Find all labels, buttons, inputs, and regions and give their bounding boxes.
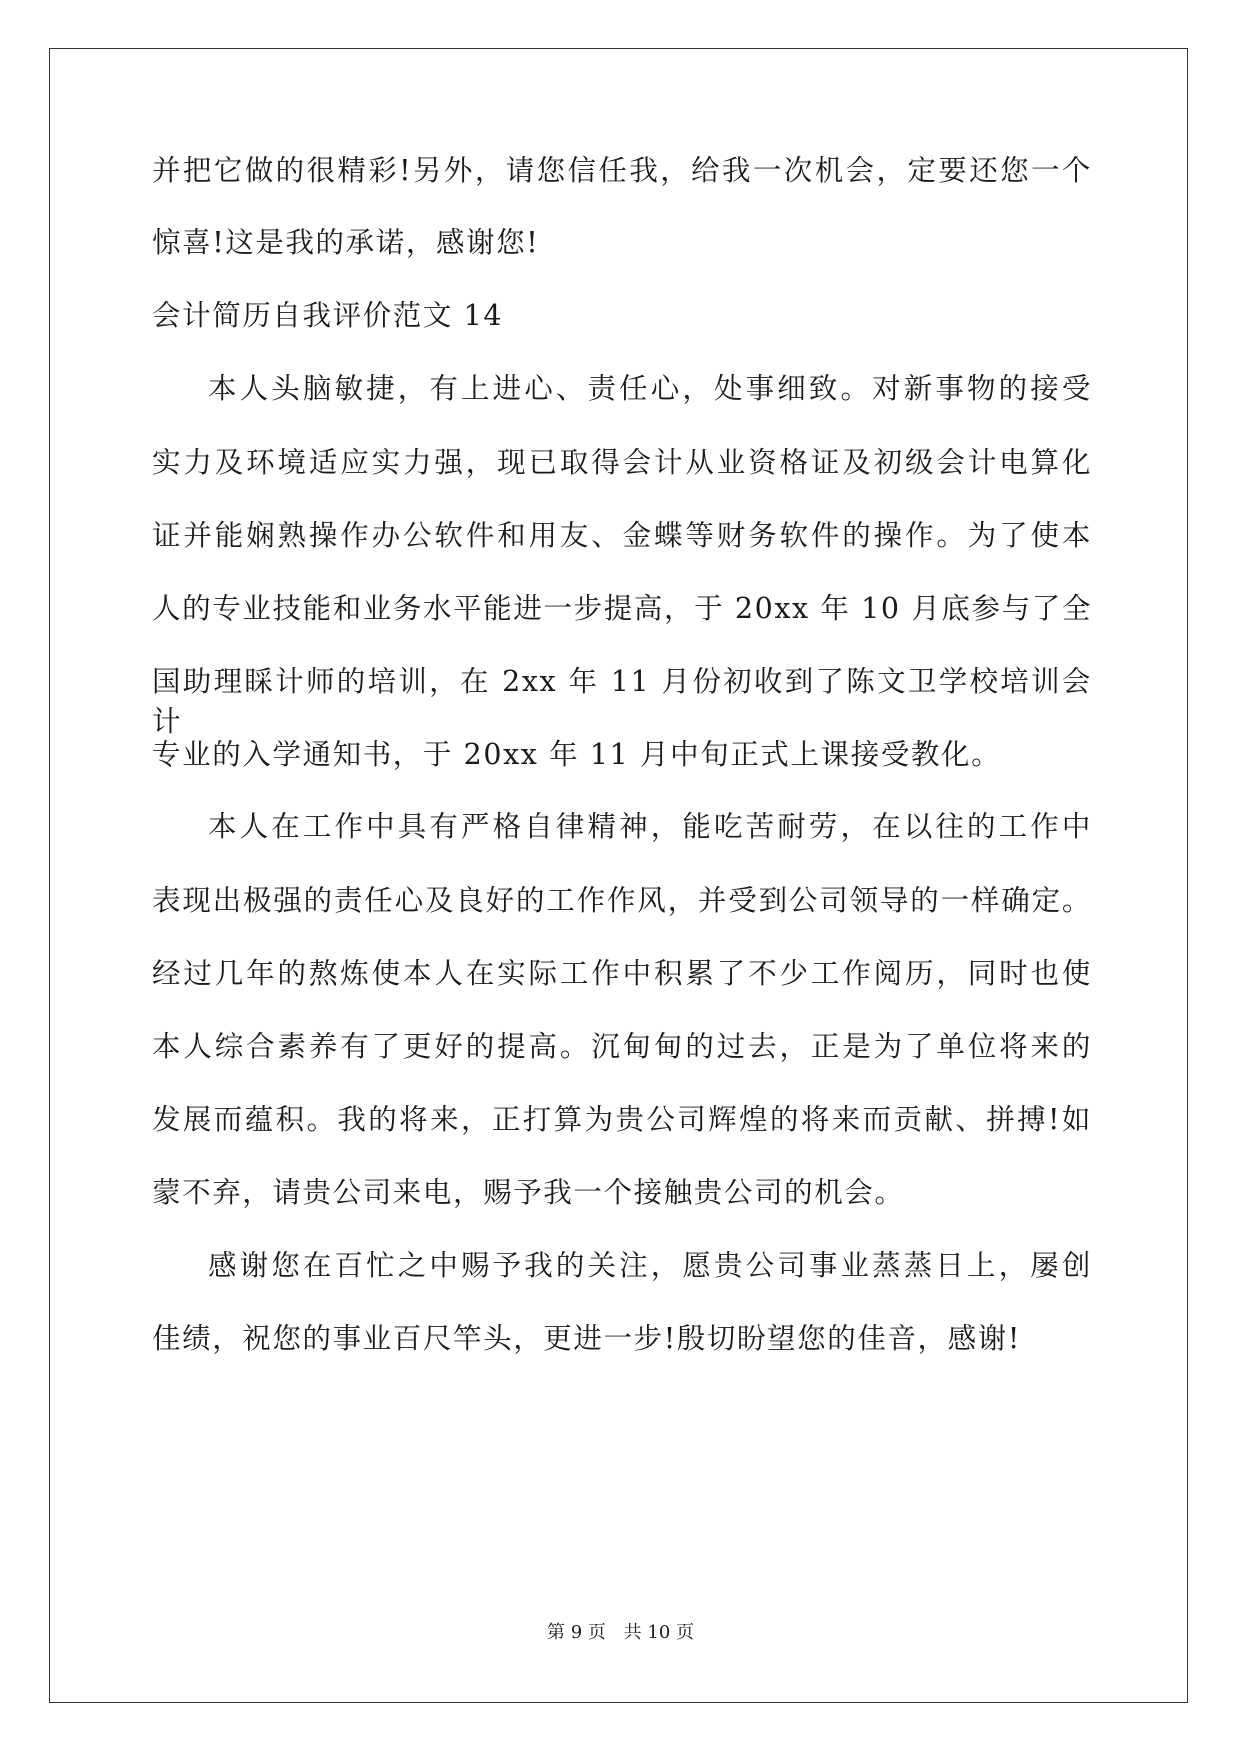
- body-line: 人的专业技能和业务水平能进一步提高，于 20xx 年 10 月底参与了全: [152, 592, 1092, 625]
- body-line: 实力及环境适应实力强，现已取得会计从业资格证及初级会计电算化: [152, 446, 1092, 479]
- page-footer: [0, 1621, 1241, 1645]
- section-heading: 会计简历自我评价范文 14: [152, 299, 504, 332]
- body-line: 经过几年的熬炼使本人在实际工作中积累了不少工作阅历，同时也使: [152, 957, 1092, 990]
- paragraph-first-line: 本人在工作中具有严格自律精神，能吃苦耐劳，在以往的工作中: [208, 810, 1092, 843]
- body-line: 并把它做的很精彩!另外，请您信任我，给我一次机会，定要还您一个: [152, 154, 1092, 187]
- body-line: 国助理睬计师的培训，在 2xx 年 11 月份初收到了陈文卫学校培训会计: [152, 665, 1092, 738]
- page-number-total: 共 10 页: [623, 1622, 694, 1643]
- body-line: 佳绩，祝您的事业百尺竿头，更进一步!殷切盼望您的佳音，感谢!: [152, 1322, 1021, 1355]
- body-line: 证并能娴熟操作办公软件和用友、金蝶等财务软件的操作。为了使本: [152, 519, 1092, 552]
- paragraph-first-line: 感谢您在百忙之中赐予我的关注，愿贵公司事业蒸蒸日上，屡创: [208, 1249, 1092, 1282]
- body-line: 蒙不弃，请贵公司来电，赐予我一个接触贵公司的机会。: [152, 1176, 905, 1209]
- body-line: 惊喜!这是我的承诺，感谢您!: [152, 226, 540, 259]
- body-line: 发展而蕴积。我的将来，正打算为贵公司辉煌的将来而贡献、拼搏!如: [152, 1103, 1092, 1136]
- body-line: 本人综合素养有了更好的提高。沉甸甸的过去，正是为了单位将来的: [152, 1030, 1092, 1063]
- body-line: 专业的入学通知书，于 20xx 年 11 月中旬正式上课接受教化。: [152, 738, 1002, 771]
- body-line: 表现出极强的责任心及良好的工作作风，并受到公司领导的一样确定。: [152, 884, 1092, 917]
- paragraph-first-line: 本人头脑敏捷，有上进心、责任心，处事细致。对新事物的接受: [208, 372, 1092, 405]
- page-number-current: 第 9 页: [547, 1622, 606, 1643]
